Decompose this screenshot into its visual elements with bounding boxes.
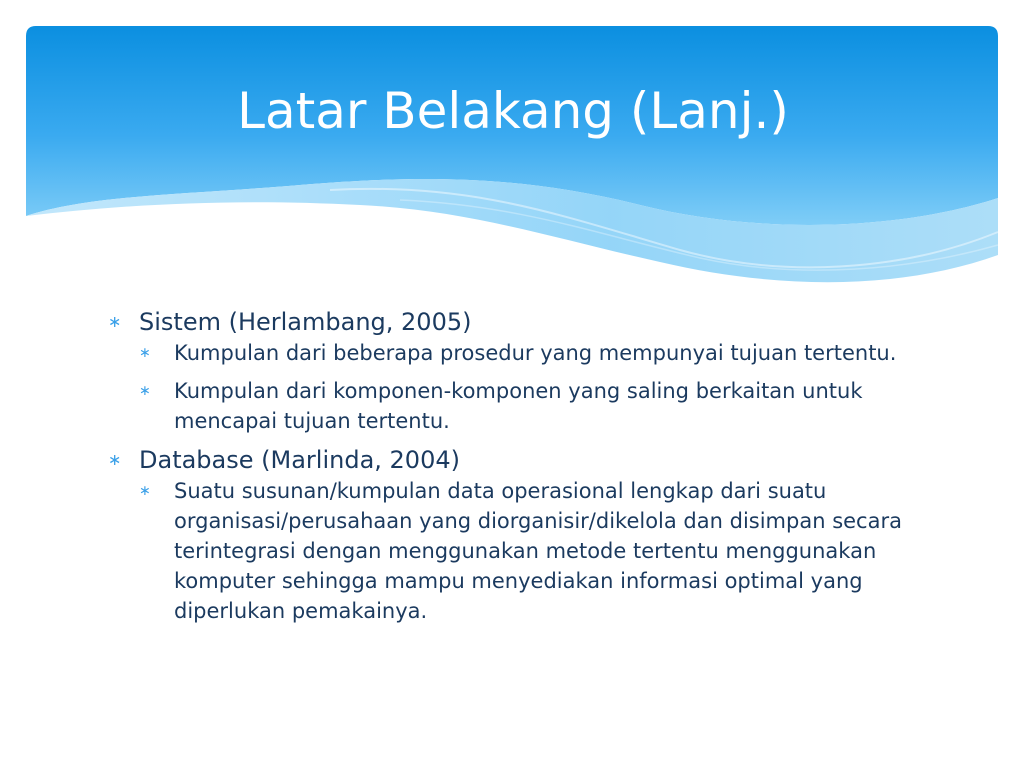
header-wave-banner (0, 0, 1024, 300)
asterisk-bullet-icon: ∗ (139, 383, 151, 399)
bullet-list (108, 306, 928, 626)
sub-list-item-text: Suatu susunan/kumpulan data operasional lengkap dari suatu organisasi/perusahaan yang diorganisir/dikelola dan disimpan secara terintegrasi dengan menggunakan metode tertentu menggunakan komputer sehingga mampu menyediakan informasi optimal yang diperlukan pemakainya. (174, 479, 902, 623)
sub-bullet-list (139, 338, 928, 436)
asterisk-bullet-icon: ∗ (108, 312, 122, 331)
slide-title: Latar Belakang (Lanj.) (237, 82, 789, 140)
list-item-text: Sistem (Herlambang, 2005) (139, 308, 472, 336)
sub-bullet-list (139, 476, 928, 626)
sub-list-item-text: Kumpulan dari beberapa prosedur yang mempunyai tujuan tertentu. (174, 341, 897, 365)
sub-list-item (139, 476, 928, 626)
slide-body (108, 306, 928, 634)
sub-list-item (139, 338, 928, 368)
asterisk-bullet-icon: ∗ (139, 345, 151, 361)
list-item-text: Database (Marlinda, 2004) (139, 446, 460, 474)
list-item (108, 306, 928, 436)
asterisk-bullet-icon: ∗ (139, 483, 151, 499)
sub-list-item (139, 376, 928, 436)
asterisk-bullet-icon: ∗ (108, 450, 122, 469)
sub-list-item-text: Kumpulan dari komponen-komponen yang saling berkaitan untuk mencapai tujuan tertentu. (174, 379, 863, 433)
list-item (108, 444, 928, 626)
